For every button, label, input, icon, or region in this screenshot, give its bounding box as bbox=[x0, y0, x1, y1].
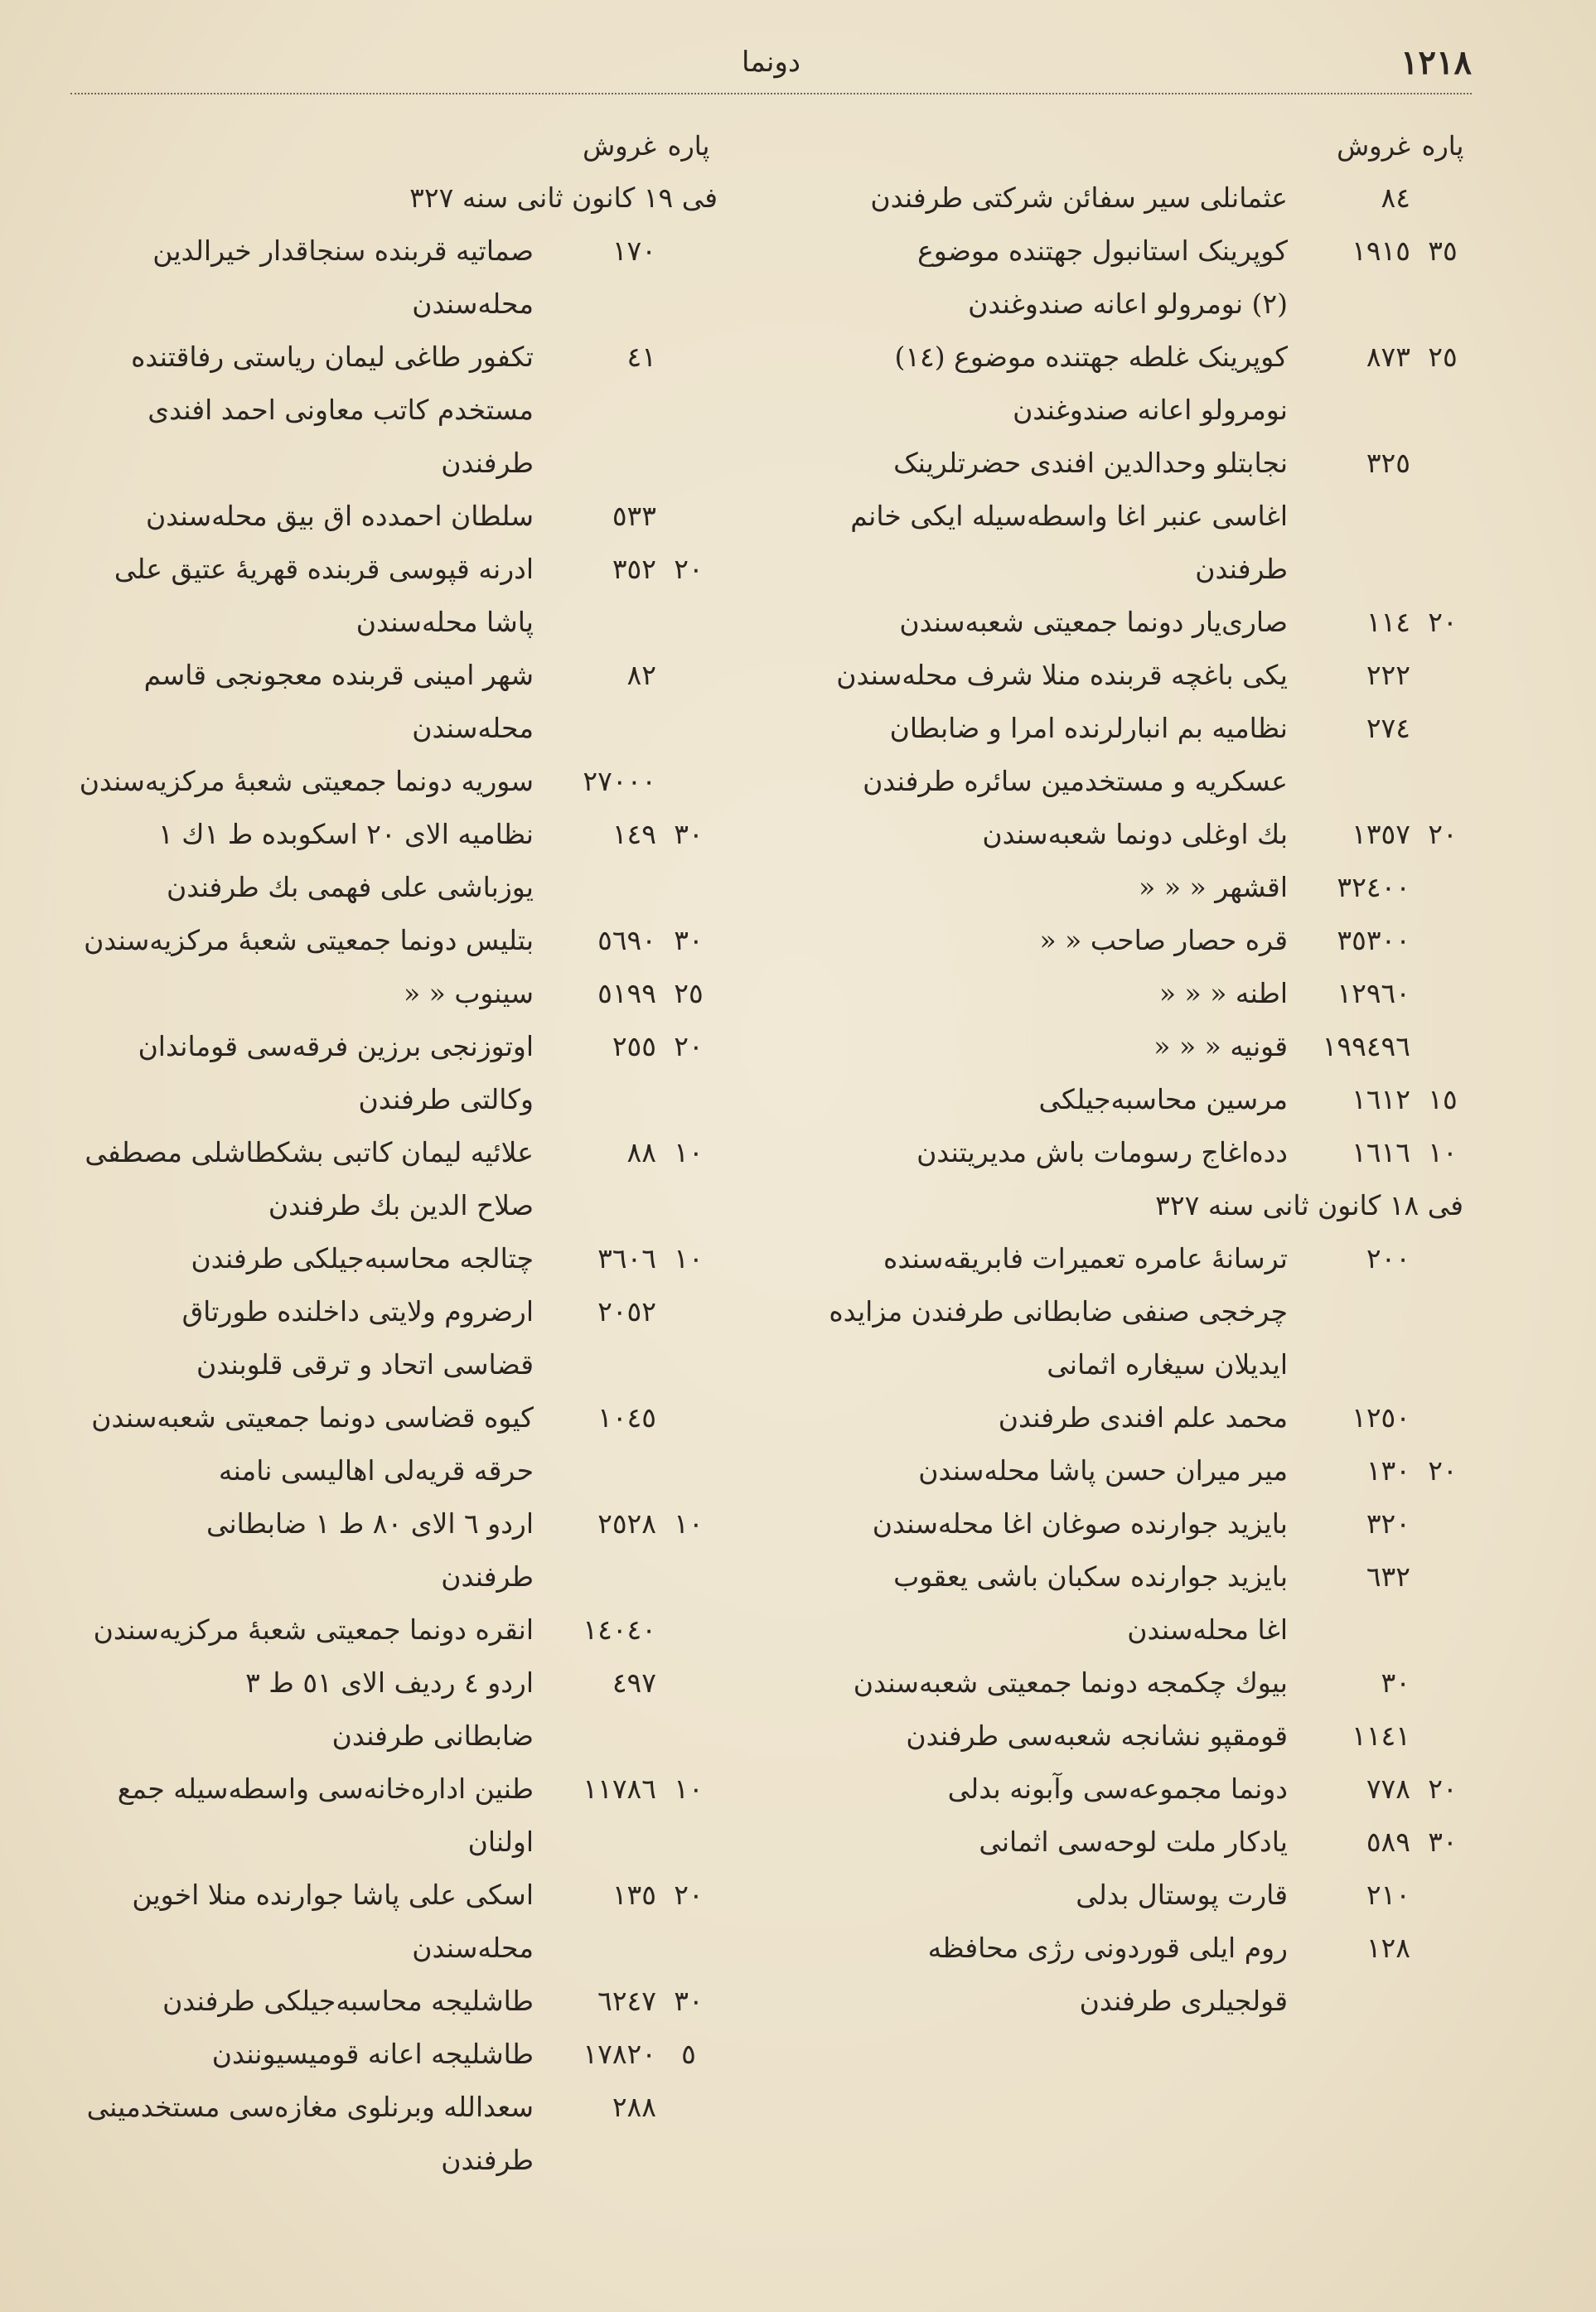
description-line: مستخدم کاتب معاونی احمد افندی bbox=[148, 394, 534, 426]
description-line: بایزید جوارنده سکبان باشی یعقوب bbox=[893, 1560, 1288, 1593]
ledger-entry bbox=[791, 1020, 1472, 1073]
kurus-amount: ٤١ bbox=[626, 341, 656, 373]
ledger-entry bbox=[58, 649, 718, 755]
entry-description bbox=[58, 1391, 557, 1497]
para-amount: ٢٠ bbox=[1428, 818, 1458, 850]
description-line: یادکار ملت لوحه‌سی اثمانی bbox=[979, 1826, 1288, 1858]
page-header bbox=[70, 33, 1472, 91]
entry-description bbox=[58, 1126, 557, 1232]
para-amount: ٣٠ bbox=[1428, 1826, 1458, 1858]
description-line: محمد علم افندی طرفندن bbox=[998, 1401, 1288, 1434]
ledger-entry bbox=[58, 2081, 718, 2187]
running-head: دونما bbox=[741, 46, 801, 79]
description-line: اردو ٤ ردیف الای ٥١ ط ٣ bbox=[245, 1666, 534, 1699]
entry-description bbox=[58, 2028, 557, 2081]
ledger-entry bbox=[791, 967, 1472, 1020]
description-line: قومقپو نشانجه شعبه‌سی طرفندن bbox=[906, 1719, 1288, 1752]
kurus-label: غروش bbox=[1337, 130, 1410, 162]
entry-description bbox=[791, 1657, 1311, 1710]
para-amount: ١٠ bbox=[674, 1773, 704, 1805]
para-amount: ٢٠ bbox=[674, 1879, 704, 1911]
kurus-amount: ٣٦٠٦ bbox=[597, 1242, 656, 1275]
description-line: طرفندن bbox=[441, 447, 534, 479]
para-amount: ١٠ bbox=[674, 1242, 704, 1275]
left-column bbox=[58, 120, 718, 2262]
ledger-entry bbox=[791, 1816, 1472, 1869]
kurus-amount: ٧٧٨ bbox=[1366, 1773, 1410, 1805]
para-amount: ٢٠ bbox=[674, 553, 704, 585]
ledger-entry bbox=[58, 1657, 718, 1763]
entry-description bbox=[791, 596, 1311, 649]
description-line: ضابطانی طرفندن bbox=[331, 1719, 534, 1752]
description-line: چرخجی صنفی ضابطانی طرفندن مزایده bbox=[829, 1295, 1288, 1328]
kurus-amount: ٢٢٢ bbox=[1366, 659, 1410, 691]
description-line: قضاسی اتحاد و ترقی قلوبندن bbox=[196, 1348, 534, 1381]
description-line: بك اوغلی دونما شعبه‌سندن bbox=[982, 818, 1288, 850]
ledger-entry bbox=[791, 225, 1472, 331]
kurus-amount: ١٩٩٤٩٦ bbox=[1322, 1030, 1410, 1062]
kurus-amount: ١٧٨٢٠ bbox=[583, 2038, 656, 2070]
entry-description bbox=[791, 649, 1311, 702]
description-line: اقشهر « « « bbox=[1139, 871, 1288, 903]
kurus-amount: ١٠٤٥ bbox=[597, 1401, 656, 1434]
para-amount: ٣٥ bbox=[1428, 235, 1458, 267]
description-line: عثمانلی سیر سفائن شرکتی طرفندن bbox=[870, 181, 1288, 214]
description-line: طاشلیجه اعانه قومیسیونندن bbox=[211, 2038, 534, 2070]
entry-description bbox=[791, 1020, 1311, 1073]
header-rule bbox=[70, 93, 1472, 94]
description-line: یکی باغچه قربنده منلا شرف محله‌سندن bbox=[836, 659, 1288, 691]
description-line: بتلیس دونما جمعیتی شعبهٔ مرکزیه‌سندن bbox=[84, 924, 534, 956]
description-line: طنین اداره‌خانه‌سی واسطه‌سیله جمع اولنان bbox=[117, 1773, 534, 1858]
description-line: قونیه « « « bbox=[1153, 1030, 1288, 1062]
ledger-entry bbox=[58, 1232, 718, 1285]
description-line: وکالتی طرفندن bbox=[358, 1083, 534, 1115]
entry-description bbox=[791, 172, 1311, 225]
ledger-entry bbox=[791, 331, 1472, 437]
entry-description bbox=[58, 490, 557, 543]
ledger-entry bbox=[791, 172, 1472, 225]
para-label: پاره bbox=[667, 130, 710, 162]
entry-description bbox=[58, 967, 557, 1020]
ledger-entry bbox=[791, 1126, 1472, 1179]
kurus-amount: ٢٧٠٠٠ bbox=[583, 765, 656, 797]
entry-description bbox=[58, 1869, 557, 1975]
entry-description bbox=[58, 1020, 557, 1126]
kurus-amount: ١٢٥٠ bbox=[1352, 1401, 1410, 1434]
kurus-amount: ١٦١٦ bbox=[1352, 1136, 1410, 1168]
ledger-entry bbox=[791, 1073, 1472, 1126]
description-line: صاری‌یار دونما جمعیتی شعبه‌سندن bbox=[899, 606, 1288, 638]
kurus-amount: ١٩١٥ bbox=[1352, 235, 1410, 267]
description-line: نومرولو اعانه صندوغندن bbox=[1013, 394, 1288, 426]
description-line: ترسانهٔ عامره تعمیرات فابریقه‌سنده bbox=[883, 1242, 1288, 1275]
entry-description bbox=[791, 1126, 1311, 1179]
kurus-amount: ١٤٠٤٠ bbox=[583, 1613, 656, 1646]
ledger-entry bbox=[791, 596, 1472, 649]
description-line: دونما مجموعه‌سی وآبونه بدلی bbox=[947, 1773, 1288, 1805]
ledger-entry bbox=[58, 2028, 718, 2081]
ledger-entry bbox=[791, 1497, 1472, 1550]
ledger-entry bbox=[58, 967, 718, 1020]
kurus-amount: ١١٤١ bbox=[1352, 1719, 1410, 1752]
right-entries bbox=[791, 172, 1472, 1179]
left-entries bbox=[58, 225, 718, 2187]
ledger-entry bbox=[791, 702, 1472, 808]
ledger-entry bbox=[791, 1232, 1472, 1391]
description-line: بیوك چکمجه دونما جمعیتی شعبه‌سندن bbox=[853, 1666, 1288, 1699]
ledger-entry bbox=[791, 437, 1472, 596]
ledger-entry bbox=[58, 1869, 718, 1975]
kurus-amount: ١٦١٢ bbox=[1352, 1083, 1410, 1115]
para-amount: ١٥ bbox=[1428, 1083, 1458, 1115]
kurus-amount: ٢٥٢٨ bbox=[597, 1507, 656, 1540]
description-line: اطنه « « « bbox=[1158, 977, 1288, 1009]
ledger-entry bbox=[58, 1763, 718, 1869]
description-line: ایدیلان سیغاره اثمانی bbox=[1047, 1348, 1288, 1381]
ledger-entry bbox=[791, 861, 1472, 914]
entry-description bbox=[58, 1497, 557, 1603]
description-line: کیوه قضاسی دونما جمعیتی شعبه‌سندن bbox=[91, 1401, 534, 1434]
description-line: شهر امینی قربنده معجونجی قاسم bbox=[143, 659, 534, 691]
para-amount: ١٠ bbox=[674, 1507, 704, 1540]
kurus-amount: ٨٧٣ bbox=[1366, 341, 1410, 373]
description-line: طرفندن bbox=[441, 2144, 534, 2176]
description-line: اردو ٦ الای ٨٠ ط ١ ضابطانی bbox=[206, 1507, 534, 1540]
entry-description bbox=[58, 1603, 557, 1657]
kurus-label: غروش bbox=[583, 130, 656, 162]
kurus-amount: ٥٨٩ bbox=[1366, 1826, 1410, 1858]
entry-description bbox=[58, 543, 557, 649]
ledger-entry bbox=[58, 808, 718, 914]
description-line: علائیه لیمان کاتبی بشکطاشلی مصطفی bbox=[85, 1136, 534, 1168]
kurus-amount: ٣٢٤٠٠ bbox=[1337, 871, 1410, 903]
entry-description bbox=[58, 1975, 557, 2028]
description-line: اغاسی عنبر اغا واسطه‌سیله ایکی خانم bbox=[850, 500, 1288, 532]
entry-description bbox=[791, 1444, 1311, 1497]
para-amount: ٢٠ bbox=[674, 1030, 704, 1062]
description-line: مرسین محاسبه‌جیلکی bbox=[1038, 1083, 1288, 1115]
ledger-entry bbox=[58, 1126, 718, 1232]
kurus-amount: ٢٠٠ bbox=[1366, 1242, 1410, 1275]
kurus-amount: ١٧٠ bbox=[612, 235, 656, 267]
kurus-amount: ١٤٩ bbox=[612, 818, 656, 850]
kurus-amount: ١٢٩٦٠ bbox=[1337, 977, 1410, 1009]
description-line: اسکی علی پاشا جوارنده منلا اخوین bbox=[132, 1879, 534, 1911]
ledger-entry bbox=[791, 1550, 1472, 1657]
para-amount: ٥ bbox=[681, 2038, 696, 2070]
left-column-header bbox=[58, 120, 718, 172]
description-line: روم ایلی قوردونی رژی محافظه bbox=[927, 1932, 1288, 1964]
entry-description bbox=[791, 437, 1311, 596]
para-amount: ١٠ bbox=[1428, 1136, 1458, 1168]
entry-description bbox=[58, 755, 557, 808]
ledger-entry bbox=[791, 1763, 1472, 1816]
kurus-amount: ٥١٩٩ bbox=[597, 977, 656, 1009]
ledger-entry bbox=[791, 1710, 1472, 1763]
para-label: پاره bbox=[1421, 130, 1464, 162]
description-line: طرفندن bbox=[441, 1560, 534, 1593]
entry-description bbox=[791, 1073, 1311, 1126]
description-line: تکفور طاغی لیمان ریاستی رفاقتنده bbox=[131, 341, 534, 373]
description-line: سعدالله‌ وبرنلوی مغازه‌سی مستخدمینی bbox=[86, 2091, 534, 2123]
entry-description bbox=[791, 1391, 1311, 1444]
description-line: طاشلیجه محاسبه‌جیلکی طرفندن bbox=[162, 1985, 534, 2017]
kurus-amount: ٨٤ bbox=[1381, 181, 1410, 214]
ledger-entry bbox=[58, 1391, 718, 1497]
description-line: پاشا محله‌سندن bbox=[355, 606, 534, 638]
para-amount: ٢٠ bbox=[1428, 606, 1458, 638]
ledger-entry bbox=[791, 1922, 1472, 2028]
page-number: ١٢١٨ bbox=[1400, 42, 1472, 82]
entry-description bbox=[791, 1710, 1311, 1763]
entry-description bbox=[791, 914, 1311, 967]
description-line: حرقه قریه‌لی اهالیسی نامنه bbox=[218, 1454, 534, 1487]
ledger-entry bbox=[58, 1285, 718, 1391]
entry-description bbox=[791, 1922, 1311, 2028]
description-line: کوپرینک غلطه جهتنده موضوع (١٤) bbox=[894, 341, 1288, 373]
ledger-entry bbox=[791, 914, 1472, 967]
description-line: نجابتلو وحدالدین افندی حضرتلرینک bbox=[893, 447, 1288, 479]
para-amount: ١٠ bbox=[674, 1136, 704, 1168]
kurus-amount: ٣٥٣٠٠ bbox=[1337, 924, 1410, 956]
para-amount: ٣٠ bbox=[674, 818, 704, 850]
kurus-amount: ٣٥٢ bbox=[612, 553, 656, 585]
description-line: میر میران حسن پاشا محله‌سندن bbox=[918, 1454, 1288, 1487]
kurus-amount: ١١٧٨٦ bbox=[583, 1773, 656, 1805]
kurus-amount: ١٣٥ bbox=[612, 1879, 656, 1911]
entry-description bbox=[58, 1285, 557, 1391]
description-line: قره حصار صاحب « « bbox=[1039, 924, 1288, 956]
entry-description bbox=[791, 702, 1311, 808]
entry-description bbox=[58, 331, 557, 490]
kurus-amount: ٣٢٥ bbox=[1366, 447, 1410, 479]
ledger-entry bbox=[58, 225, 718, 331]
entry-description bbox=[58, 225, 557, 331]
kurus-amount: ١١٤ bbox=[1366, 606, 1410, 638]
ledger-entry bbox=[58, 490, 718, 543]
description-line: صلاح الدین بك طرفندن bbox=[268, 1189, 534, 1221]
para-amount: ٢٥ bbox=[1428, 341, 1458, 373]
ledger-entry bbox=[58, 331, 718, 490]
kurus-amount: ٣٠ bbox=[1381, 1666, 1410, 1699]
description-line: قولجیلری طرفندن bbox=[1079, 1985, 1288, 2017]
description-line: یوزباشی علی فهمی بك طرفندن bbox=[167, 871, 534, 903]
ledger-entry bbox=[58, 1497, 718, 1603]
ledger-entry bbox=[791, 1869, 1472, 1922]
kurus-amount: ٢٨٨ bbox=[612, 2091, 656, 2123]
description-line: صماتیه قربنده سنجاقدار خیرالدین bbox=[152, 235, 534, 267]
ledger-entry bbox=[791, 649, 1472, 702]
right-column-header bbox=[791, 120, 1472, 172]
description-line: سلطان احمدده اق بیق محله‌سندن bbox=[145, 500, 534, 532]
entry-description bbox=[58, 1657, 557, 1763]
ledger-entry bbox=[791, 1444, 1472, 1497]
ledger-entry bbox=[58, 1020, 718, 1126]
kurus-amount: ٤٩٧ bbox=[612, 1666, 656, 1699]
para-amount: ٢٠ bbox=[1428, 1454, 1458, 1487]
description-line: نظامیه الای ٢٠ اسکوبده ط ١ك ١ bbox=[158, 818, 534, 850]
para-amount: ٣٠ bbox=[674, 1985, 704, 2017]
description-line: طرفندن bbox=[1195, 553, 1288, 585]
description-line: ادرنه قپوسی قربنده قهریهٔ عتیق علی bbox=[114, 553, 534, 585]
entry-description bbox=[791, 967, 1311, 1020]
ledger-entry bbox=[58, 1975, 718, 2028]
para-amount: ٢٠ bbox=[1428, 1773, 1458, 1805]
description-line: چتالجه محاسبه‌جیلکی طرفندن bbox=[191, 1242, 534, 1275]
kurus-amount: ٣٢٠ bbox=[1366, 1507, 1410, 1540]
ledger-entry bbox=[791, 808, 1472, 861]
description-line: سوریه دونما جمعیتی شعبهٔ مرکزیه‌سندن bbox=[79, 765, 534, 797]
description-line: محله‌سندن bbox=[412, 712, 534, 744]
description-line: بایزید جوارنده صوغان اغا محله‌سندن bbox=[872, 1507, 1288, 1540]
ledger-entry bbox=[58, 914, 718, 967]
description-line: دده‌اغاج رسومات باش مدیریتندن bbox=[916, 1136, 1288, 1168]
kurus-amount: ٥٦٩٠ bbox=[597, 924, 656, 956]
entry-description bbox=[58, 914, 557, 967]
description-line: انقره دونما جمعیتی شعبهٔ مرکزیه‌سندن bbox=[93, 1613, 534, 1646]
kurus-amount: ١٣٠ bbox=[1366, 1454, 1410, 1487]
ledger-entry bbox=[58, 755, 718, 808]
date-line: فی ١٨ کانون ثانی سنه ٣٢٧ bbox=[1155, 1189, 1463, 1221]
ledger-entry bbox=[58, 543, 718, 649]
kurus-amount: ١٣٥٧ bbox=[1352, 818, 1410, 850]
entry-description bbox=[791, 861, 1311, 914]
kurus-amount: ٦٢٤٧ bbox=[597, 1985, 656, 2017]
entry-description bbox=[58, 808, 557, 914]
kurus-amount: ٢٠٥٢ bbox=[597, 1295, 656, 1328]
entry-description bbox=[791, 1550, 1311, 1657]
description-line: ارضروم ولایتی داخلنده طورتاق bbox=[181, 1295, 534, 1328]
description-line: سینوب « « bbox=[403, 977, 534, 1009]
description-line: قارت پوستال بدلی bbox=[1076, 1879, 1288, 1911]
entry-description bbox=[58, 1763, 557, 1869]
kurus-amount: ١٢٨ bbox=[1366, 1932, 1410, 1964]
entry-description bbox=[791, 1869, 1311, 1922]
entry-description bbox=[791, 331, 1311, 437]
para-amount: ٢٥ bbox=[674, 977, 704, 1009]
kurus-amount: ٨٨ bbox=[626, 1136, 656, 1168]
date-line: فی ١٩ کانون ثانی سنه ٣٢٧ bbox=[409, 181, 718, 214]
description-line: محله‌سندن bbox=[412, 288, 534, 320]
description-line: عسکریه و مستخدمین سائره طرفندن bbox=[863, 765, 1288, 797]
description-line: کوپرینک استانبول جهتنده موضوع bbox=[917, 235, 1288, 267]
description-line: اوتوزنجی برزین فرقه‌سی قوماندان bbox=[138, 1030, 534, 1062]
right-column bbox=[791, 120, 1472, 2262]
entry-description bbox=[791, 808, 1311, 861]
para-amount: ٣٠ bbox=[674, 924, 704, 956]
description-line: نظامیه بم انبارلرنده امرا و ضابطان bbox=[889, 712, 1288, 744]
ledger-entry bbox=[58, 1603, 718, 1657]
kurus-amount: ٥٣٣ bbox=[612, 500, 656, 532]
kurus-amount: ٢٧٤ bbox=[1366, 712, 1410, 744]
entry-description bbox=[791, 1232, 1311, 1391]
entry-description bbox=[58, 1232, 557, 1285]
kurus-amount: ٢١٠ bbox=[1366, 1879, 1410, 1911]
entry-description bbox=[791, 1763, 1311, 1816]
right-entries-after-date bbox=[791, 1232, 1472, 2028]
entry-description bbox=[58, 2081, 557, 2187]
entry-description bbox=[791, 1816, 1311, 1869]
entry-description bbox=[58, 649, 557, 755]
kurus-amount: ٨٢ bbox=[626, 659, 656, 691]
kurus-amount: ٢٥٥ bbox=[612, 1030, 656, 1062]
ledger-entry bbox=[791, 1391, 1472, 1444]
entry-description bbox=[791, 1497, 1311, 1550]
ledger-entry bbox=[791, 1657, 1472, 1710]
description-line: محله‌سندن bbox=[412, 1932, 534, 1964]
kurus-amount: ٦٣٢ bbox=[1366, 1560, 1410, 1593]
description-line: (٢) نومرولو اعانه صندوغندن bbox=[968, 288, 1288, 320]
description-line: اغا محله‌سندن bbox=[1127, 1613, 1288, 1646]
entry-description bbox=[791, 225, 1311, 331]
